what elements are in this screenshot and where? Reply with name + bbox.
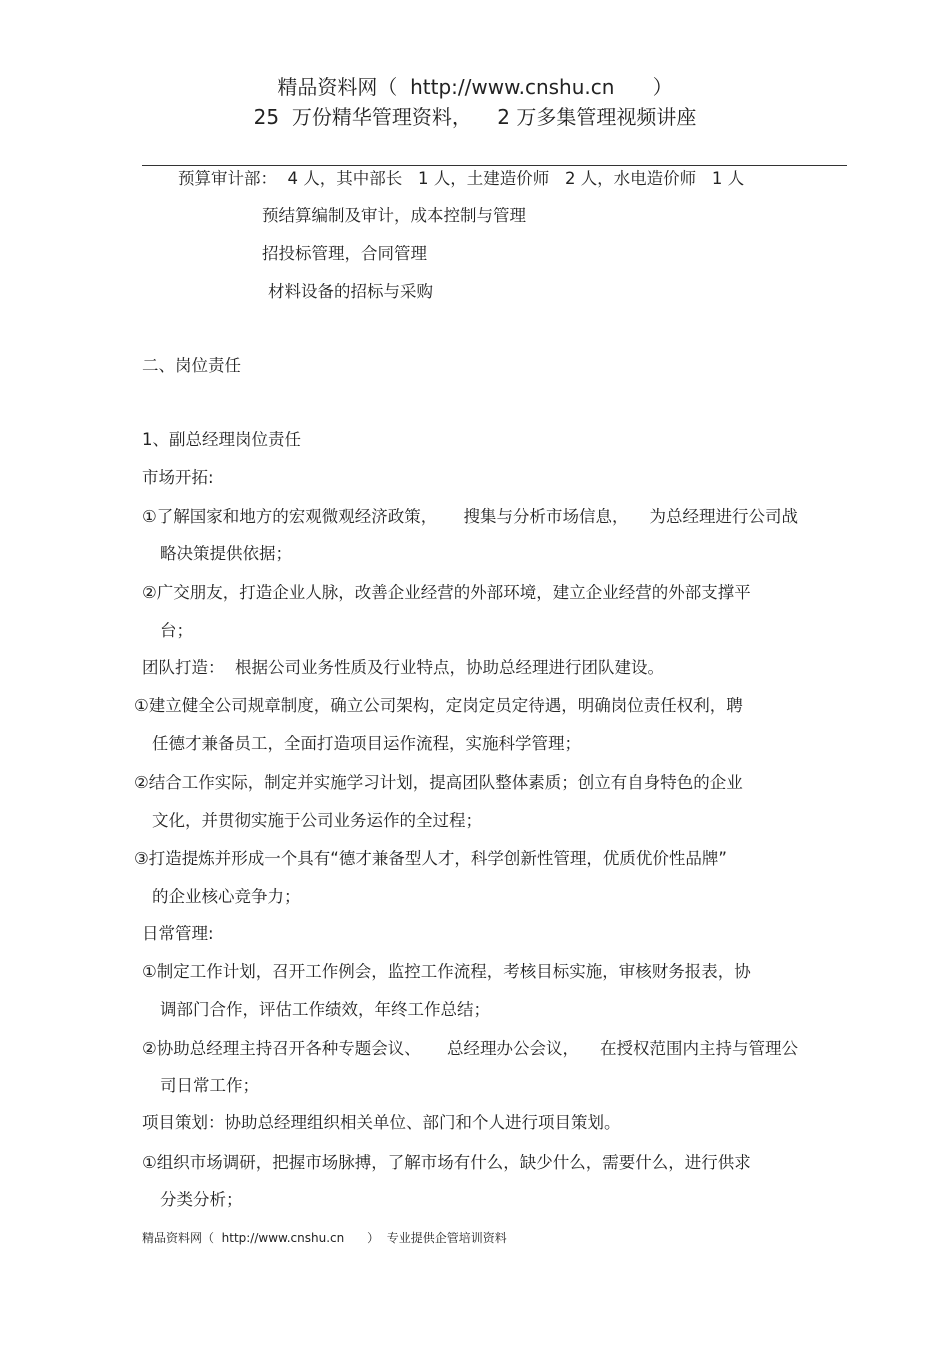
page-footer: 精品资料网（ http://www.cnshu.cn ） 专业提供企管培训资料 bbox=[142, 1231, 507, 1245]
subsection-heading: 1、副总经理岗位责任 bbox=[142, 430, 301, 449]
market-item-1a: ①了解国家和地方的宏观微观经济政策， 搜集与分析市场信息， 为总经理进行公司战 bbox=[142, 507, 798, 526]
section-heading: 二、岗位责任 bbox=[142, 356, 241, 375]
market-item-1b: 略决策提供依据； bbox=[160, 544, 292, 563]
daily-item-2a: ②协助总经理主持召开各种专题会议、 总经理办公会议， 在授权范围内主持与管理公 bbox=[142, 1039, 798, 1058]
header-line-2: 25 万份精华管理资料， 2 万多集管理视频讲座 bbox=[253, 105, 697, 129]
team-item-3b: 的企业核心竞争力； bbox=[152, 887, 301, 906]
project-item-1b: 分类分析； bbox=[160, 1190, 243, 1209]
market-title: 市场开拓: bbox=[142, 468, 214, 487]
market-item-2a: ②广交朋友，打造企业人脉，改善企业经营的外部环境，建立企业经营的外部支撑平 bbox=[142, 583, 751, 602]
dept-duty-1: 预结算编制及审计，成本控制与管理 bbox=[262, 206, 526, 225]
team-item-1a: ①建立健全公司规章制度，确立公司架构，定岗定员定待遇，明确岗位责任权利，聘 bbox=[134, 696, 743, 715]
daily-item-2b: 司日常工作； bbox=[160, 1076, 259, 1095]
team-item-1b: 任德才兼备员工，全面打造项目运作流程，实施科学管理； bbox=[152, 734, 581, 753]
header-line-1: 精品资料网（ http://www.cnshu.cn ） bbox=[277, 75, 673, 99]
header-divider bbox=[142, 165, 847, 166]
daily-item-1b: 调部门合作，评估工作绩效，年终工作总结； bbox=[160, 1000, 490, 1019]
team-title: 团队打造： 根据公司业务性质及行业特点，协助总经理进行团队建设。 bbox=[142, 658, 664, 677]
team-item-2b: 文化，并贯彻实施于公司业务运作的全过程； bbox=[152, 811, 482, 830]
dept-duty-3: 材料设备的招标与采购 bbox=[268, 282, 433, 301]
dept-summary: 预算审计部： 4 人，其中部长 1 人，土建造价师 2 人，水电造价师 1 人 bbox=[178, 169, 745, 188]
project-title: 项目策划：协助总经理组织相关单位、部门和个人进行项目策划。 bbox=[142, 1113, 621, 1132]
market-item-2b: 台； bbox=[160, 621, 193, 640]
project-item-1a: ①组织市场调研，把握市场脉搏，了解市场有什么，缺少什么，需要什么，进行供求 bbox=[142, 1153, 751, 1172]
team-item-3a: ③打造提炼并形成一个具有“德才兼备型人才，科学创新性管理，优质优价性品牌” bbox=[134, 849, 727, 868]
daily-item-1a: ①制定工作计划，召开工作例会，监控工作流程，考核目标实施，审核财务报表，协 bbox=[142, 962, 751, 981]
team-item-2a: ②结合工作实际，制定并实施学习计划，提高团队整体素质；创立有自身特色的企业 bbox=[134, 773, 743, 792]
daily-title: 日常管理: bbox=[142, 924, 214, 943]
dept-duty-2: 招投标管理，合同管理 bbox=[262, 244, 427, 263]
